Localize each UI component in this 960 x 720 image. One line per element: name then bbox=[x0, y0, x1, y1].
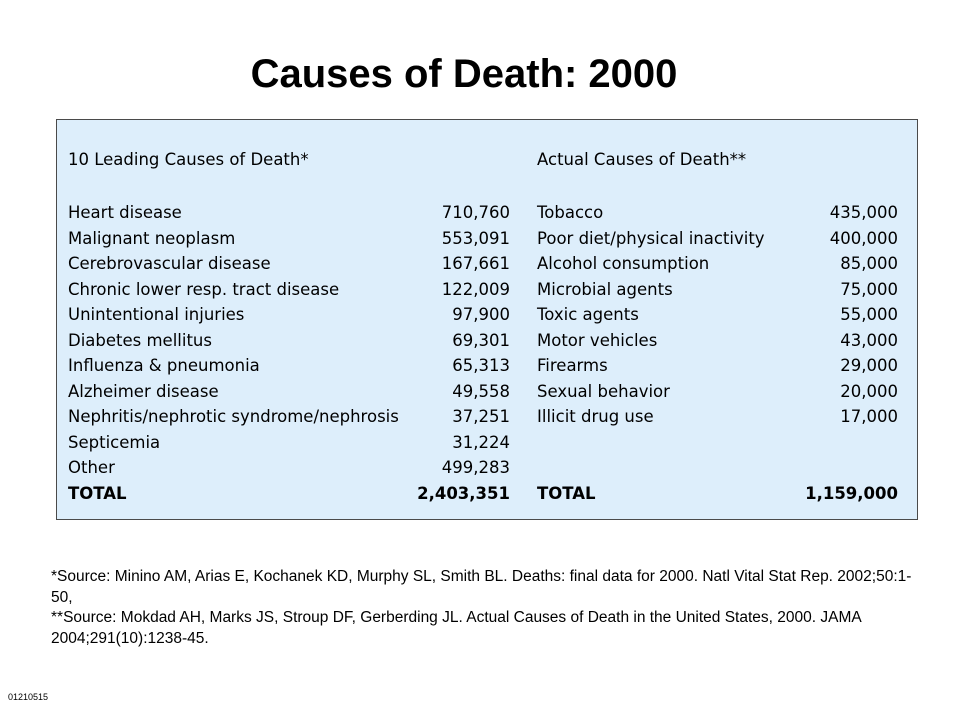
slide-code: 01210515 bbox=[8, 692, 49, 702]
death-count: 49,558 bbox=[452, 381, 510, 401]
actual-causes-header: Actual Causes of Death** bbox=[537, 150, 747, 169]
table-row bbox=[57, 379, 917, 405]
cause-label: Heart disease bbox=[68, 203, 182, 222]
death-count: 20,000 bbox=[840, 381, 898, 401]
cause-label: Alcohol consumption bbox=[537, 254, 710, 273]
table-row bbox=[57, 251, 917, 277]
death-count: 17,000 bbox=[840, 407, 898, 426]
cause-label: Septicemia bbox=[68, 432, 161, 452]
cause-label: Illicit drug use bbox=[537, 407, 654, 426]
table-row bbox=[57, 226, 917, 252]
cause-label: Malignant neoplasm bbox=[68, 228, 236, 248]
source-citation-1: *Source: Minino AM, Arias E, Kochanek KD, Murphy SL, Smith BL. Deaths: final data for 2000. Natl Vital Stat Rep. 2002;50:1-50, bbox=[51, 568, 912, 606]
cause-label: Tobacco bbox=[537, 203, 604, 222]
death-count: 43,000 bbox=[840, 330, 898, 350]
death-count: 167,661 bbox=[441, 254, 510, 273]
right-total-row bbox=[57, 481, 917, 507]
total-label: TOTAL bbox=[68, 483, 127, 503]
death-count: 97,900 bbox=[452, 305, 510, 324]
table-row bbox=[57, 302, 917, 328]
cause-label: Nephritis/nephrotic syndrome/nephrosis bbox=[68, 407, 399, 426]
death-count: 75,000 bbox=[840, 279, 898, 299]
cause-label: Chronic lower resp. tract disease bbox=[68, 279, 340, 299]
cause-label: Sexual behavior bbox=[537, 381, 670, 401]
table-row bbox=[57, 455, 917, 481]
death-count: 710,760 bbox=[441, 203, 510, 222]
total-label: TOTAL bbox=[537, 483, 596, 503]
death-count: 31,224 bbox=[452, 432, 510, 452]
cause-label: Diabetes mellitus bbox=[68, 330, 212, 350]
total-value: 1,159,000 bbox=[805, 483, 898, 503]
sources-footnote bbox=[51, 567, 931, 649]
cause-label: Influenza & pneumonia bbox=[68, 356, 260, 375]
slide-title: Causes of Death: 2000 bbox=[250, 52, 678, 96]
cause-label: Microbial agents bbox=[537, 279, 673, 299]
cause-label: Other bbox=[68, 458, 115, 477]
total-value: 2,403,351 bbox=[417, 483, 510, 503]
causes-table-panel bbox=[56, 119, 918, 520]
death-count: 553,091 bbox=[441, 228, 510, 248]
death-count: 122,009 bbox=[441, 279, 510, 299]
cause-label: Unintentional injuries bbox=[68, 305, 245, 324]
table-row bbox=[57, 328, 917, 354]
table-row bbox=[57, 404, 917, 430]
table-row bbox=[57, 200, 917, 226]
cause-label: Motor vehicles bbox=[537, 330, 658, 350]
cause-label: Toxic agents bbox=[537, 305, 639, 324]
table-row bbox=[57, 353, 917, 379]
death-count: 400,000 bbox=[829, 228, 898, 248]
cause-label: Poor diet/physical inactivity bbox=[537, 228, 765, 248]
cause-label: Alzheimer disease bbox=[68, 381, 219, 401]
death-count: 65,313 bbox=[452, 356, 510, 375]
death-count: 37,251 bbox=[452, 407, 510, 426]
death-count: 499,283 bbox=[441, 458, 510, 477]
source-citation-2: **Source: Mokdad AH, Marks JS, Stroup DF, Gerberding JL. Actual Causes of Death in the United States, 2000. JAMA 2004;291(10):1238-45. bbox=[51, 609, 861, 647]
cause-label: Firearms bbox=[537, 356, 608, 375]
death-count: 29,000 bbox=[840, 356, 898, 375]
death-count: 55,000 bbox=[840, 305, 898, 324]
cause-label: Cerebrovascular disease bbox=[68, 254, 271, 273]
leading-causes-header: 10 Leading Causes of Death* bbox=[68, 150, 309, 169]
death-count: 435,000 bbox=[829, 203, 898, 222]
death-count: 85,000 bbox=[840, 254, 898, 273]
death-count: 69,301 bbox=[452, 330, 510, 350]
table-row bbox=[57, 430, 917, 456]
table-row bbox=[57, 277, 917, 303]
